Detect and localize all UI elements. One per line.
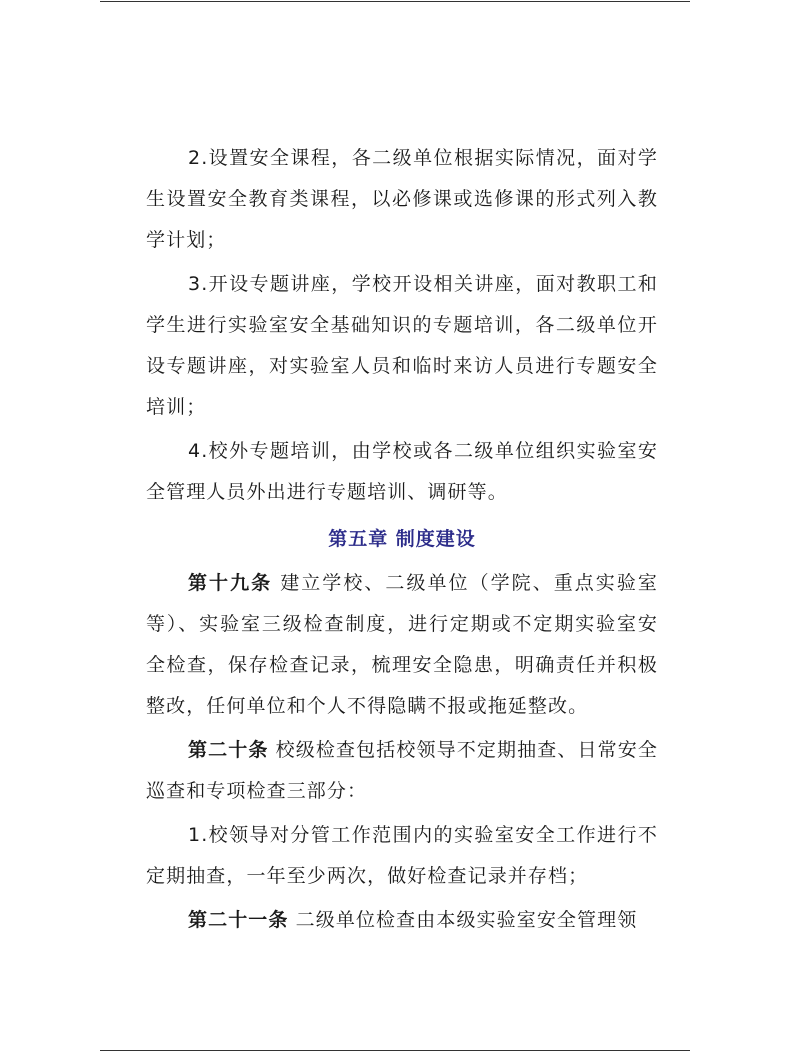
paragraph-item-3: 3.开设专题讲座，学校开设相关讲座，面对教职工和学生进行实验室安全基础知识的专题培训，各二级单位开设专题讲座，对实验室人员和临时来访人员进行专题安全培训； xyxy=(146,273,658,418)
paragraph-item-2: 2.设置安全课程，各二级单位根据实际情况，面对学生设置安全教育类课程，以必修课或选修课的形式列入教学计划； xyxy=(146,147,658,251)
article-19-text: 建立学校、二级单位（学院、重点实验室等）、实验室三级检查制度，进行定期或不定期实验室安全检查，保存检查记录，梳理安全隐患，明确责任并积极整改，任何单位和个人不得隐瞒不报或拖延整改。 xyxy=(146,572,658,717)
article-19-paragraph xyxy=(146,563,658,727)
article-20-text: 校级检查包括校领导不定期抽查、日常安全巡查和专项检查三部分： xyxy=(146,739,658,802)
article-21-paragraph xyxy=(146,900,658,941)
page-bottom-rule xyxy=(100,1050,690,1051)
document-body xyxy=(146,138,658,941)
paragraph-item-4: 4.校外专题培训，由学校或各二级单位组织实验室安全管理人员外出进行专题培训、调研等。 xyxy=(146,440,658,503)
article-20-label: 第二十条 xyxy=(188,739,269,761)
chapter-heading: 第五章 制度建设 xyxy=(328,528,476,550)
article-21-text: 二级单位检查由本级实验室安全管理领 xyxy=(288,909,638,931)
article-20-paragraph xyxy=(146,730,658,812)
article-20-item-1: 1.校领导对分管工作范围内的实验室安全工作进行不定期抽查，一年至少两次，做好检查记录并存档； xyxy=(146,824,658,887)
article-21-label: 第二十一条 xyxy=(188,909,289,931)
page-top-rule xyxy=(100,1,690,2)
article-19-label: 第十九条 xyxy=(188,572,273,594)
